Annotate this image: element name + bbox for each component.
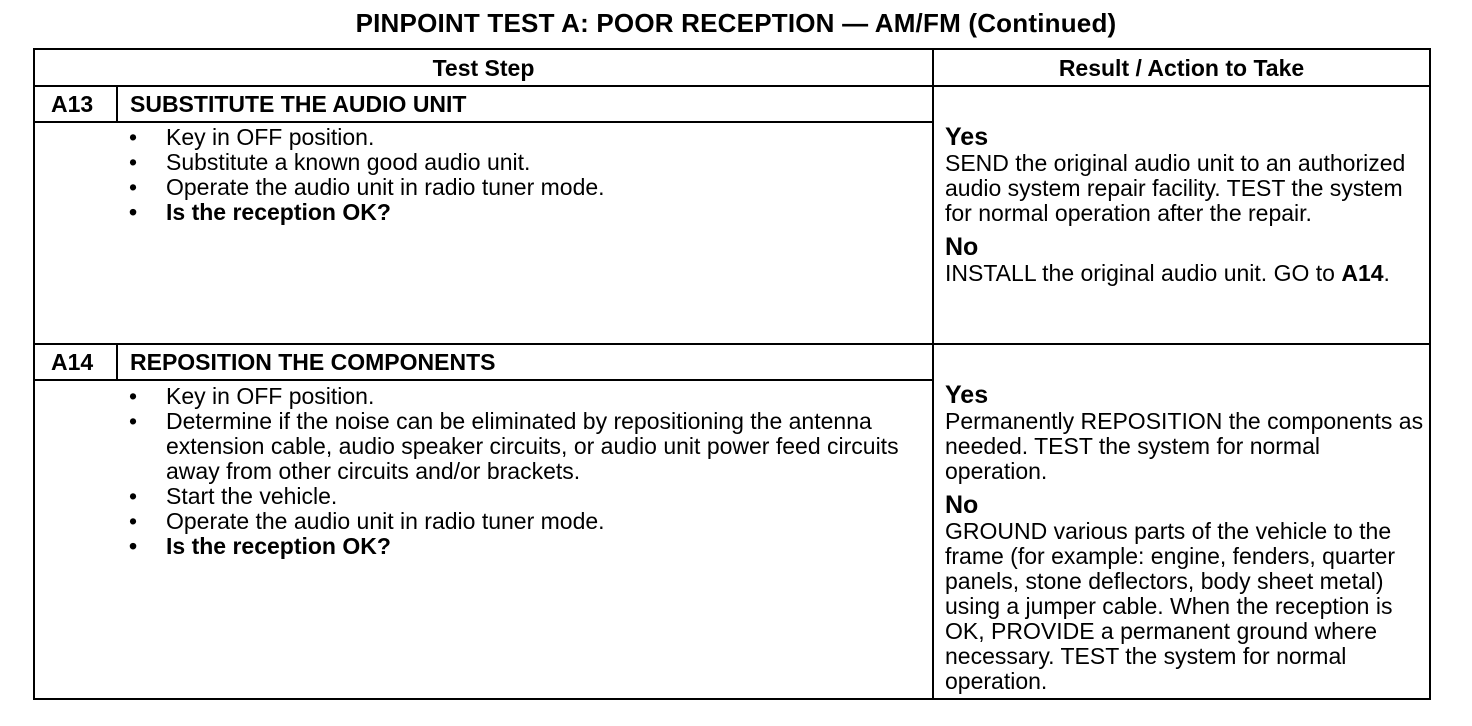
instruction-item: • Operate the audio unit in radio tuner mode.	[117, 509, 917, 534]
instruction-item: • Determine if the noise can be eliminated by repositioning the antenna extension cable, audio speaker circuits, or audio unit power feed circuits away from other circuits and/or brackets.	[117, 409, 917, 484]
page-title: PINPOINT TEST A: POOR RECEPTION — AM/FM (Continued)	[355, 8, 1117, 38]
result-yes-action: Permanently REPOSITION the components as needed. TEST the system for normal operation.	[945, 408, 1424, 484]
header-result-action: Result / Action to Take	[1058, 55, 1305, 81]
result-yes-label: Yes	[945, 381, 989, 409]
instruction-item: • Key in OFF position.	[117, 384, 917, 409]
step-instructions	[117, 384, 917, 559]
step-reference: A14	[1341, 260, 1384, 286]
step-title: REPOSITION THE COMPONENTS	[130, 349, 496, 375]
result-no-label: No	[945, 233, 979, 261]
step-instructions	[117, 125, 917, 225]
result-no-end: .	[1383, 260, 1390, 286]
instruction-question: • Is the reception OK?	[117, 534, 917, 559]
step-id: A14	[51, 349, 94, 375]
result-no-action	[945, 261, 1427, 286]
instruction-item: • Key in OFF position.	[117, 125, 917, 150]
result-yes-label: Yes	[945, 123, 989, 151]
step-title: SUBSTITUTE THE AUDIO UNIT	[130, 91, 467, 117]
a13-title-divider	[35, 121, 932, 123]
instruction-question: • Is the reception OK?	[117, 200, 917, 225]
instruction-item: • Start the vehicle.	[117, 484, 917, 509]
result-yes-action: SEND the original audio unit to an authorized audio system repair facility. TEST the system for normal operation after the repair.	[945, 150, 1406, 226]
pinpoint-test-table	[33, 48, 1431, 700]
a13-id-divider	[116, 87, 118, 121]
instruction-item: • Substitute a known good audio unit.	[117, 150, 917, 175]
column-divider	[932, 50, 934, 698]
a14-id-divider	[116, 345, 118, 379]
header-test-step: Test Step	[432, 55, 535, 81]
step-result	[945, 124, 1427, 286]
result-no-action: GROUND various parts of the vehicle to the frame (for example: engine, fenders, quarter panels, stone deflectors, body sheet metal) using a jumper cable. When the reception is OK, PROVIDE a permanent ground where necessary. TEST the system for normal operation.	[945, 518, 1396, 694]
a14-title-divider	[35, 379, 932, 381]
result-no-label: No	[945, 491, 979, 519]
instruction-item: • Operate the audio unit in radio tuner mode.	[117, 175, 917, 200]
result-no-text: INSTALL the original audio unit. GO to	[945, 260, 1335, 286]
step-id: A13	[51, 91, 94, 117]
step-result	[945, 382, 1427, 694]
